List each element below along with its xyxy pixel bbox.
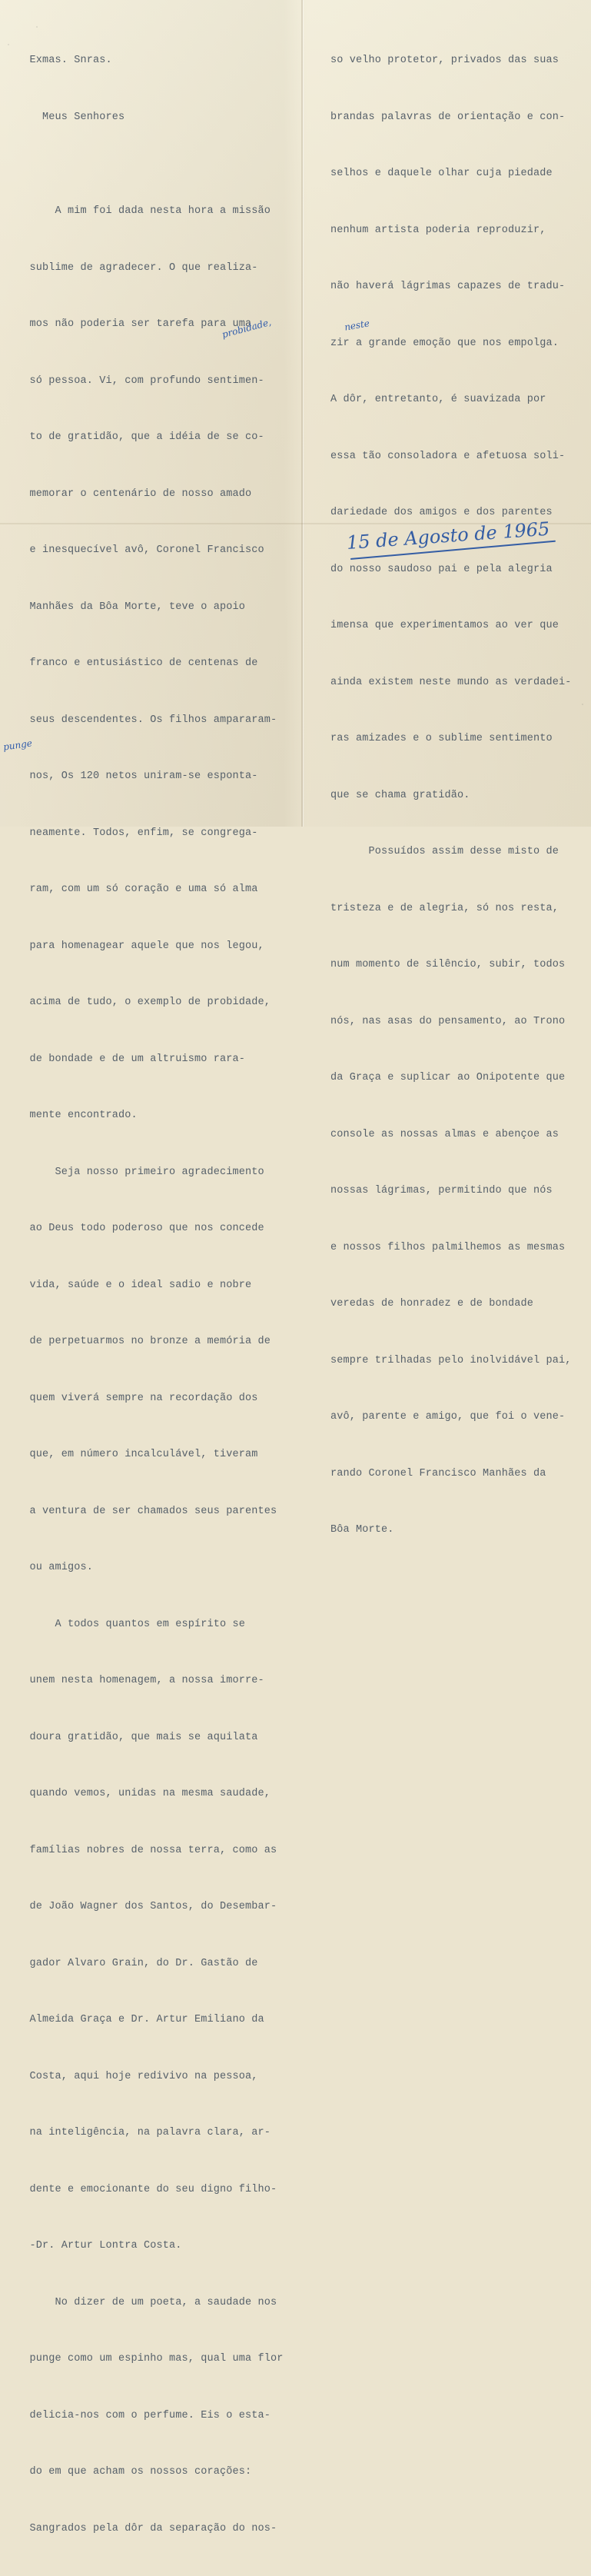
left-line: ou amigos. [17, 1562, 94, 1573]
paper-speckle [582, 704, 583, 705]
right-line: da Graça e suplicar ao Onipotente que [330, 1072, 566, 1083]
right-line: que se chama gratidão. [330, 789, 470, 801]
left-line: ram, com um só coração e uma só alma [17, 884, 258, 895]
left-line: vida, saúde e o ideal sadio e nobre [17, 1279, 252, 1291]
left-line: doura gratidão, que mais se aquilata [17, 1731, 258, 1743]
left-line: só pessoa. Vi, com profundo sentimen- [17, 374, 264, 387]
left-line: Manhães da Bôa Morte, teve o apoio [17, 601, 246, 613]
right-line: console as nossas almas e abençoe as [330, 1128, 559, 1140]
paper-speckle [36, 26, 38, 28]
right-line: e nossos filhos palmilhemos as mesmas [330, 1241, 566, 1253]
left-line: Meus Senhores [17, 111, 125, 123]
left-line: Almeida Graça e Dr. Artur Emiliano da [17, 2014, 264, 2025]
left-line: quem viverá sempre na recordação dos [17, 1392, 258, 1404]
right-line: Bôa Morte. [330, 1524, 394, 1536]
left-column-text [17, 14, 294, 2576]
right-line: Possuídos assim desse misto de [330, 846, 559, 857]
right-line: do nosso saudoso pai e pela alegria [330, 563, 553, 575]
right-line: ainda existem neste mundo as verdadei- [330, 676, 572, 688]
paper-speckle [8, 44, 9, 45]
left-line: A mim foi dada nesta hora a missão [17, 205, 271, 217]
handwritten-correction: neste [344, 318, 370, 333]
left-line: punge como um espinho mas, qual uma flor [17, 2353, 284, 2365]
left-line: mente encontrado. [17, 1110, 138, 1121]
left-line: nos, Os 120 netos uniram-se esponta- [17, 770, 258, 782]
left-line: Seja nosso primeiro agradecimento [17, 1166, 264, 1178]
right-line: A dôr, entretanto, é suavizada por [330, 394, 546, 405]
left-line: a ventura de ser chamados seus parentes [17, 1505, 277, 1517]
left-line: quando vemos, unidas na mesma saudade, [17, 1788, 271, 1799]
left-line: delicia-nos com o perfume. Eis o esta- [17, 2409, 271, 2421]
left-line: seus descendentes. Os filhos ampararam- [17, 714, 277, 726]
left-line: de bondade e de um altruismo rara- [17, 1053, 246, 1065]
right-line: dariedade dos amigos e dos parentes [330, 507, 553, 518]
right-line: brandas palavras de orientação e con- [330, 111, 566, 123]
left-line: mos não poderia ser tarefa para uma [17, 318, 252, 330]
right-line: não haverá lágrimas capazes de tradu- [330, 281, 566, 292]
left-line: de João Wagner dos Santos, do Desembar- [17, 1901, 277, 1912]
right-line: imensa que experimentamos ao ver que [330, 620, 559, 631]
handwritten-correction: punge [2, 737, 33, 753]
left-line: acima de tudo, o exemplo de probidade, [17, 997, 271, 1008]
right-line: nenhum artista poderia reproduzir, [330, 224, 546, 236]
left-line: to de gratidão, que a idéia de se co- [17, 431, 264, 443]
right-line: rando Coronel Francisco Manhães da [330, 1467, 546, 1479]
left-line: ao Deus todo poderoso que nos concede [17, 1223, 264, 1234]
right-line: essa tão consoladora e afetuosa soli- [330, 450, 566, 462]
right-line: ras amizades e o sublime sentimento [330, 733, 553, 744]
left-line: franco e entusiástico de centenas de [17, 657, 258, 669]
right-line: zir a grande emoção que nos empolga. [330, 337, 559, 349]
right-column-text [330, 14, 591, 1578]
left-line: Exmas. Snras. [17, 55, 112, 66]
left-line: No dizer de um poeta, a saudade nos [17, 2296, 277, 2308]
left-line: unem nesta homenagem, a nossa imorre- [17, 1675, 264, 1686]
left-line: gador Alvaro Grain, do Dr. Gastão de [17, 1957, 258, 1969]
left-line: memorar o centenário de nosso amado [17, 488, 252, 500]
left-line: neamente. Todos, enfim, se congrega- [17, 827, 258, 839]
paper-fold-vertical [301, 0, 303, 827]
left-line: A todos quantos em espírito se [17, 1618, 246, 1630]
left-line: sublime de agradecer. O que realiza- [17, 261, 258, 274]
left-line: -Dr. Artur Lontra Costa. [17, 2240, 182, 2252]
left-line: dente e emocionante do seu digno filho- [17, 2183, 277, 2195]
left-line: Sangrados pela dôr da separação do nos- [17, 2522, 277, 2534]
left-line: e inesquecível avô, Coronel Francisco [17, 544, 264, 556]
right-line: selhos e daquele olhar cuja piedade [330, 168, 553, 179]
left-line: do em que acham os nossos corações: [17, 2466, 252, 2478]
left-line: que, em número incalculável, tiveram [17, 1449, 258, 1460]
left-line: na inteligência, na palavra clara, ar- [17, 2127, 271, 2138]
right-line: nós, nas asas do pensamento, ao Trono [330, 1015, 566, 1027]
handwritten-correction: probidade, [221, 316, 273, 341]
right-line: so velho protetor, privados das suas [330, 55, 559, 66]
right-line: avô, parente e amigo, que foi o vene- [330, 1411, 566, 1423]
right-line: nossas lágrimas, permitindo que nós [330, 1185, 553, 1196]
left-line: famílias nobres de nossa terra, como as [17, 1844, 277, 1856]
right-line: veredas de honradez e de bondade [330, 1298, 534, 1310]
handwritten-date: 15 de Agosto de 1965 [346, 518, 551, 554]
left-line: de perpetuarmos no bronze a memória de [17, 1336, 271, 1347]
right-line: num momento de silêncio, subir, todos [330, 959, 566, 970]
left-line: Costa, aqui hoje redivivo na pessoa, [17, 2070, 258, 2082]
left-line: para homenagear aquele que nos legou, [17, 940, 264, 952]
right-line: tristeza e de alegria, só nos resta, [330, 902, 559, 914]
right-line: sempre trilhadas pelo inolvidável pai, [330, 1354, 572, 1366]
